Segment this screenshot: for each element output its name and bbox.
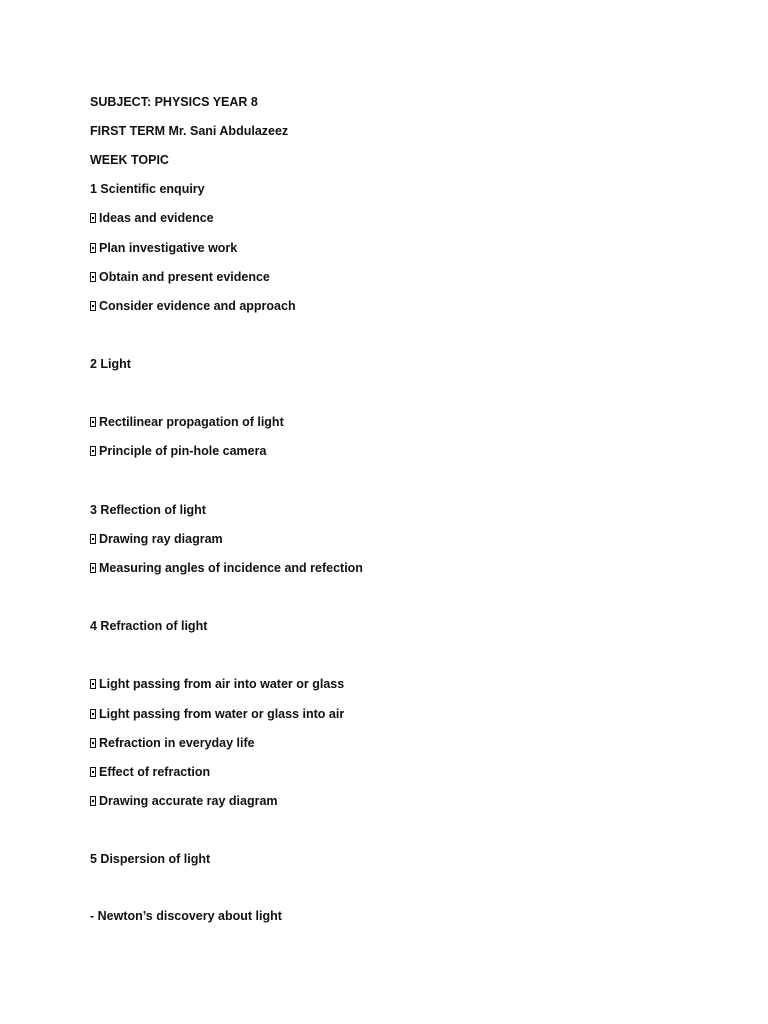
subtopic-label: Ideas and evidence [99,211,214,225]
subtopic-item [90,793,278,809]
subtopic-item [90,443,266,459]
subtopic-label: Drawing accurate ray diagram [99,794,278,808]
subtopic-item [90,269,270,285]
bullet-glyph-icon [90,446,96,456]
subtopic-label: Rectilinear propagation of light [99,415,284,429]
term-teacher-line: FIRST TERM Mr. Sani Abdulazeez [90,124,289,138]
subtopic-item [90,676,344,692]
bullet-glyph-icon [90,563,96,573]
subtopic-label: Light passing from air into water or glass [99,677,345,691]
bullet-glyph-icon [90,738,96,748]
subtopic-label: Measuring angles of incidence and refection [99,561,363,575]
subtopic-label: Refraction in everyday life [99,736,255,750]
bullet-glyph-icon [90,243,96,253]
bullet-glyph-icon [90,417,96,427]
subtopic-item [90,735,255,751]
subtopic-label: Plan investigative work [99,241,238,255]
subtopic-label: Consider evidence and approach [99,299,296,313]
topic-heading: 2 Light [90,357,131,371]
subtopic-item [90,706,344,722]
topic-heading: 4 Refraction of light [90,619,208,633]
subtopic-label: Principle of pin-hole camera [99,444,267,458]
subtopic-item [90,764,210,780]
subtopic-item: - Newton’s discovery about light [90,909,282,923]
topic-heading: 1 Scientific enquiry [90,182,205,196]
subtopic-item [90,210,214,226]
subtopic-item [90,414,284,430]
bullet-glyph-icon [90,213,96,223]
subtopic-label: Drawing ray diagram [99,532,223,546]
bullet-glyph-icon [90,272,96,282]
subtopic-label: Effect of refraction [99,765,211,779]
subtopic-item [90,240,237,256]
topic-heading: 5 Dispersion of light [90,852,211,866]
subtopic-item [90,298,296,314]
week-topic-header: WEEK TOPIC [90,153,169,167]
subtopic-item [90,531,223,547]
bullet-glyph-icon [90,534,96,544]
subtopic-label: Light passing from water or glass into air [99,707,345,721]
bullet-glyph-icon [90,709,96,719]
bullet-glyph-icon [90,679,96,689]
bullet-glyph-icon [90,796,96,806]
bullet-glyph-icon [90,301,96,311]
bullet-glyph-icon [90,767,96,777]
subtopic-item [90,560,363,576]
subtopic-label: Obtain and present evidence [99,270,270,284]
subject-heading: SUBJECT: PHYSICS YEAR 8 [90,95,258,109]
topic-heading: 3 Reflection of light [90,503,206,517]
